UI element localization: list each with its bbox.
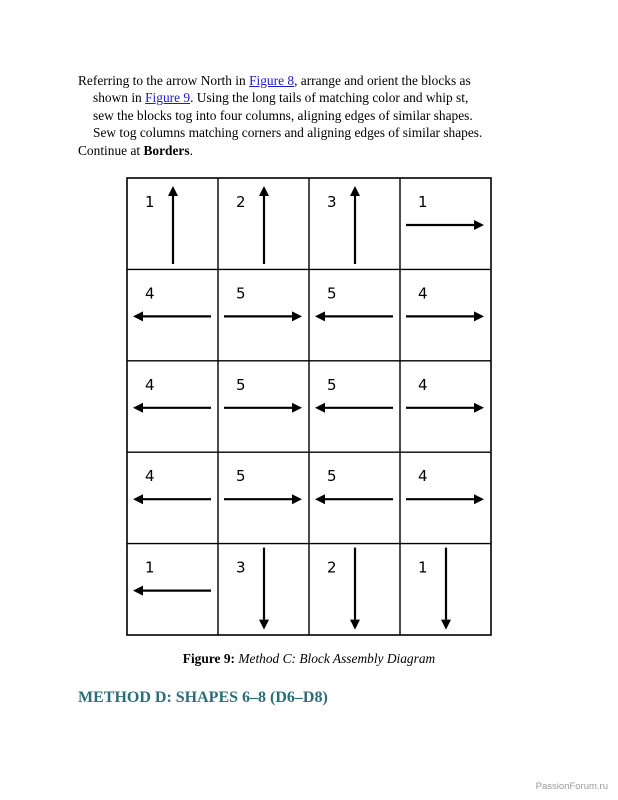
arrow-up-icon [168,186,178,196]
block-number-4: 4 [145,284,155,303]
watermark: PassionForum.ru [535,781,608,792]
arrow-right-icon [292,311,302,321]
arrow-left-icon [315,494,325,504]
block-number-1: 1 [418,558,428,577]
block-number-4: 4 [418,467,428,486]
arrow-down-icon [259,620,269,630]
arrow-right-icon [292,494,302,504]
arrow-up-icon [350,186,360,196]
block-number-5: 5 [327,467,337,486]
arrow-left-icon [133,586,143,596]
caption-title: Method C: Block Assembly Diagram [238,651,436,666]
figure-9-link[interactable]: Figure 9 [145,90,191,106]
arrow-up-icon [259,186,269,196]
arrow-left-icon [315,403,325,413]
block-number-5: 5 [236,467,246,486]
block-number-5: 5 [327,375,337,394]
arrow-left-icon [133,494,143,504]
block-number-5: 5 [236,284,246,303]
block-number-1: 1 [418,193,428,211]
arrow-left-icon [133,403,143,413]
arrow-right-icon [474,220,484,230]
block-number-4: 4 [418,284,428,303]
arrow-left-icon [315,311,325,321]
block-number-3: 3 [327,193,337,211]
instructions-line-4: Sew tog columns matching corners and aligning edges of similar shapes. [93,125,483,141]
figure-8-link[interactable]: Figure 8 [249,73,295,88]
borders-bold-text: Borders [143,142,190,158]
arrow-down-icon [350,620,360,630]
instructions-line-3: sew the blocks tog into four columns, aligning edges of similar shapes. [93,107,473,123]
block-number-2: 2 [236,193,246,211]
block-number-1: 1 [145,558,155,577]
block-number-5: 5 [236,375,246,394]
caption-label: Figure 9: [182,651,235,666]
section-heading: METHOD D: SHAPES 6–8 (D6–D8) [78,689,328,706]
arrow-right-icon [474,403,484,413]
block-number-1: 1 [145,193,155,211]
block-number-3: 3 [236,558,246,577]
block-number-5: 5 [327,284,337,303]
arrow-right-icon [474,311,484,321]
arrow-right-icon [474,494,484,504]
arrow-right-icon [292,403,302,413]
figure-caption [0,651,618,667]
block-number-4: 4 [145,467,155,486]
instructions-line-2: shown in Figure 9. Using the long tails of matching color and whip st, [93,90,469,106]
block-number-4: 4 [418,375,428,394]
block-number-2: 2 [327,558,337,577]
instructions-line-5: Continue at Borders. [78,142,193,158]
arrow-left-icon [133,311,143,321]
arrow-down-icon [441,620,451,630]
block-number-4: 4 [145,375,155,394]
instructions-line-1: Referring to the arrow North in Figure 8, arrange and orient the blocks as [78,73,471,88]
